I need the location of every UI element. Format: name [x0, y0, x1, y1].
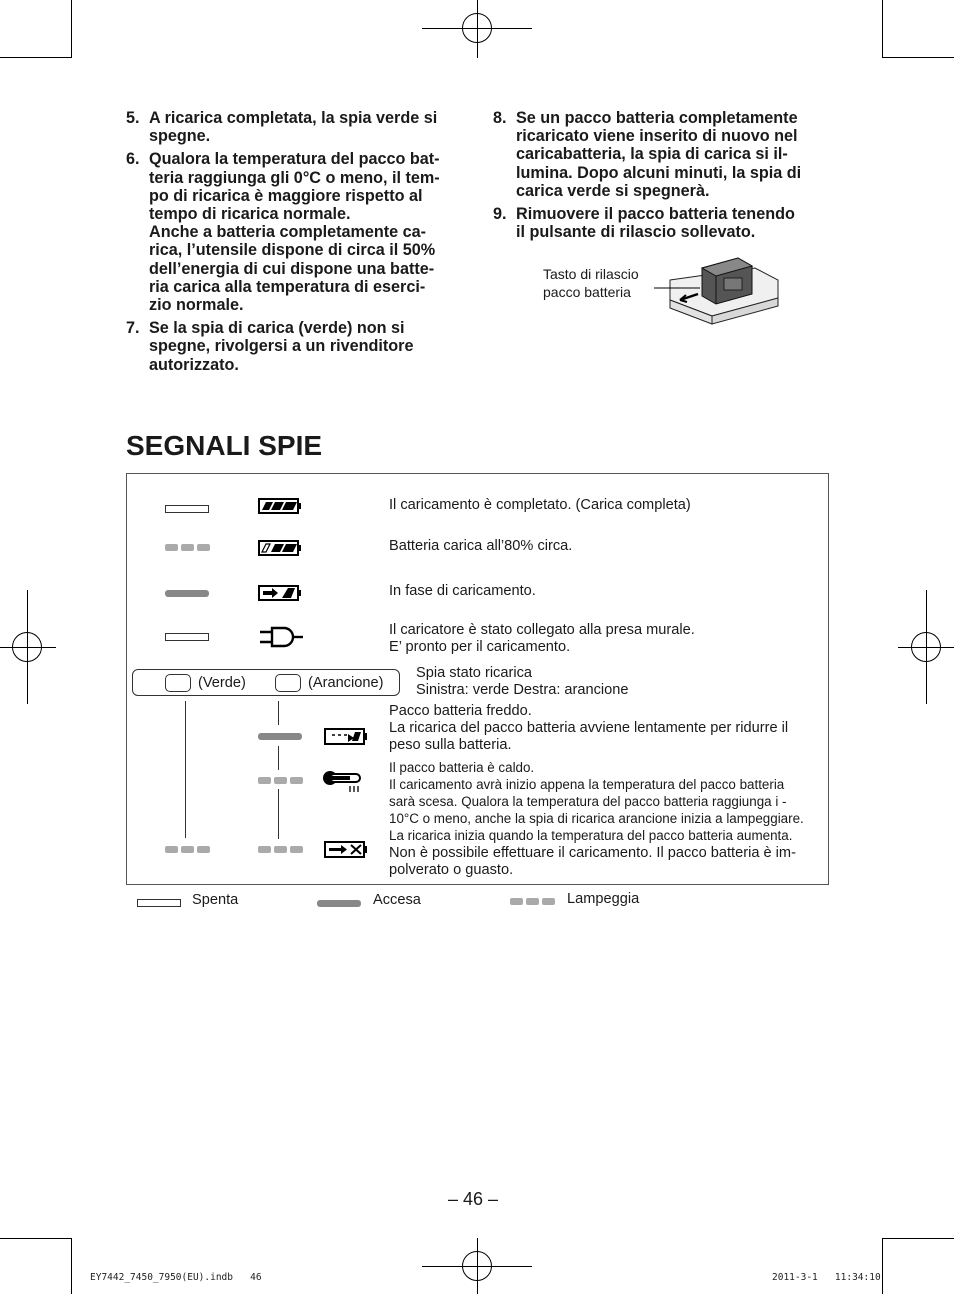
lamp-legend-desc: Spia stato ricarica Sinistra: verde Destra: arancione: [416, 665, 629, 699]
lamp-blink: [258, 777, 303, 784]
left-steps: [126, 109, 471, 379]
crop-mark: [71, 0, 72, 58]
legend-blink-lamp: [510, 898, 555, 905]
legend-off-lamp: [137, 899, 181, 907]
row-eighty-text: Batteria carica all’80% circa.: [389, 538, 573, 554]
page-number: – 46 –: [448, 1189, 499, 1209]
legend-on-lamp: [317, 900, 361, 907]
legend-on-label: Accesa: [373, 892, 421, 908]
row-full-text: Il caricamento è completato. (Carica completa): [389, 497, 691, 513]
step-9: 9. Rimuovere il pacco batteria tenendo il pulsante di rilascio sollevato.: [493, 205, 795, 242]
crop-mark: [71, 1238, 72, 1294]
lamp-blink: [165, 544, 210, 551]
battery-eighty-icon: [258, 538, 302, 558]
battery-full-icon: [258, 496, 302, 516]
registration-circle: [911, 632, 941, 662]
charger-illustration: [640, 250, 785, 330]
thermometer-icon: [322, 766, 368, 794]
green-lamp-shape: [165, 674, 191, 692]
legend-off-label: Spenta: [192, 892, 239, 908]
orange-lamp-shape: [275, 674, 301, 692]
lamp-blink: [165, 846, 210, 853]
lamp-on: [258, 733, 302, 740]
crop-mark: [882, 1238, 883, 1294]
row-plugged-text: Il caricatore è stato collegato alla presa murale. E’ pronto per il caricamento.: [389, 622, 695, 656]
crop-mark: [0, 57, 72, 58]
orange-lamp-line: [278, 746, 279, 770]
row-error-text: Non è possibile effettuare il caricamento. Il pacco batteria è im- polverato o guasto.: [389, 845, 796, 879]
step-7: 7. Se la spia di carica (verde) non si spegne, rivolgersi a un rivenditore autorizzato.: [126, 319, 414, 374]
registration-circle: [462, 13, 492, 43]
crop-mark: [882, 0, 883, 58]
step-8: 8. Se un pacco batteria completamente ricaricato viene inserito di nuovo nel caricabatteria, la spia di carica si il- lumina. Dopo alcuni minuti, la spia di carica verde si spegnerà.: [493, 109, 802, 200]
step-5: 5. A ricarica completata, la spia verde si spegne.: [126, 109, 438, 146]
lamp-blink: [258, 846, 303, 853]
lamp-off: [165, 633, 209, 641]
lamp-off: [165, 505, 209, 513]
orange-lamp-line: [278, 701, 279, 725]
orange-lamp-label: (Arancione): [308, 675, 384, 691]
footer-date: 2011-3-1 11:34:10: [772, 1272, 881, 1283]
registration-circle: [462, 1251, 492, 1281]
battery-charging-icon: [258, 583, 302, 603]
right-steps: [493, 109, 838, 246]
row-charging-text: In fase di caricamento.: [389, 583, 536, 599]
figure-label: Tasto di rilascio pacco batteria: [543, 266, 639, 300]
plug-icon: [258, 624, 304, 650]
lamp-on: [165, 590, 209, 597]
section-title: SEGNALI SPIE: [126, 430, 323, 461]
crop-mark: [882, 57, 954, 58]
legend-blink-label: Lampeggia: [567, 891, 640, 907]
footer-file: EY7442_7450_7950(EU).indb 46: [90, 1272, 262, 1283]
crop-mark: [0, 1238, 72, 1239]
row-cold-text: Pacco batteria freddo. La ricarica del pacco batteria avviene lentamente per ridurre il peso sulla batteria.: [389, 703, 789, 754]
step-6: 6. Qualora la temperatura del pacco bat- teria raggiunga gli 0°C o meno, il tem- po di ricarica è maggiore rispetto al tempo di ricarica normale. Anche a batteria completamente ca- rica, l’utensile dispone di circa il 50% dell’energia di cui dispone una batte- ria carica alla temperatura di eserci- zio normale.: [126, 150, 440, 315]
registration-circle: [12, 632, 42, 662]
battery-cold-icon: [324, 726, 368, 748]
battery-error-icon: [324, 839, 368, 861]
row-hot-text: Il pacco batteria è caldo. Il caricamento avrà inizio appena la temperatura del pacco batteria sarà scesa. Qualora la temperatura del pacco batteria raggiunga i - 10°C o meno, anche la spia di ricarica arancione inizia a lampeggiare. La ricarica inizia quando la temperatura del pacco batteria aumenta.: [389, 760, 804, 843]
green-lamp-label: (Verde): [198, 675, 246, 691]
green-lamp-line: [185, 701, 186, 838]
orange-lamp-line: [278, 789, 279, 839]
crop-mark: [882, 1238, 954, 1239]
